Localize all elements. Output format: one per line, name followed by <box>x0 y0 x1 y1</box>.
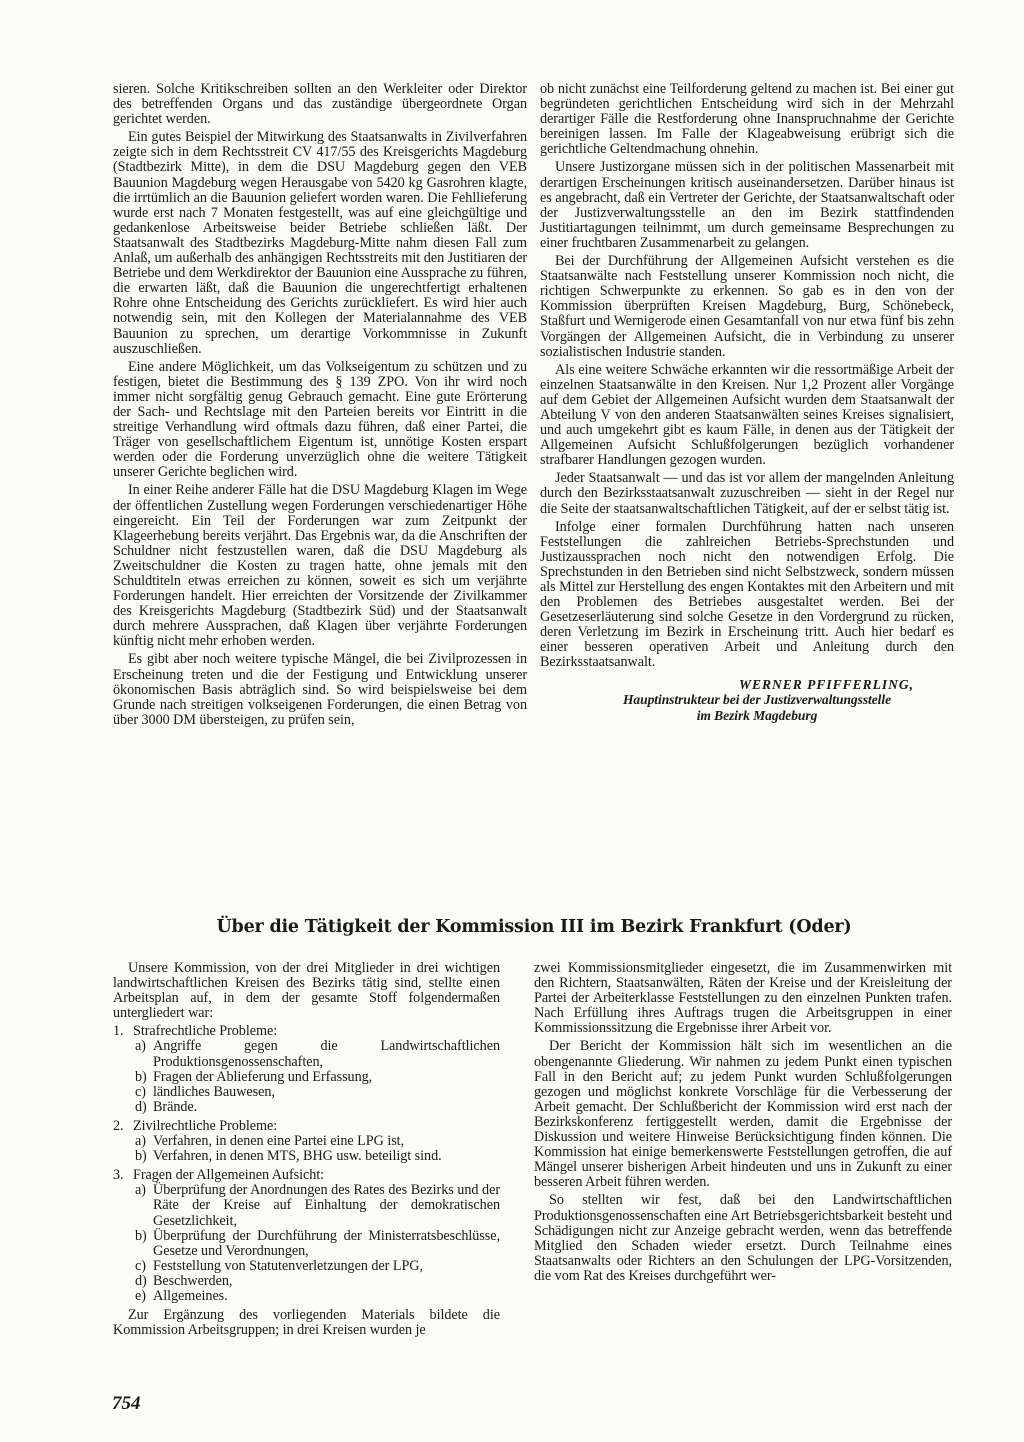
list-number: 1. <box>113 1023 124 1040</box>
sub-text: Überprüfung der Durchführung der Ministerratsbeschlüsse, Gesetze und Verordnungen, <box>153 1227 500 1259</box>
sub-letter: a) <box>135 1038 146 1055</box>
paragraph: Bei der Durchführung der Allgemeinen Aufsicht verstehen es die Staatsanwälte nach Feststellung unserer Kommission noch nicht, die richtigen Schwerpunkte zu erkennen. So gab es in den von der Kommission überprüften Kreisen Magdeburg, Burg, Schönebeck, Staßfurt und Wernigerode einen Gesamtanfall von nur etwa fünf bis zehn Vorgängen der Allgemeinen Aufsicht, die in Verbindung zu unserer sozialistischen Industrie standen. <box>540 253 954 360</box>
sub-text: Fragen der Ablieferung und Erfassung, <box>153 1068 373 1085</box>
sub-list-item <box>133 1134 500 1149</box>
sub-letter: b) <box>135 1068 147 1085</box>
author-role-line-1: Hauptinstrukteur bei der Justizverwaltungsstelle <box>622 691 892 707</box>
list-number: 3. <box>113 1167 124 1184</box>
sub-text: Brände. <box>153 1098 198 1115</box>
sub-letter: a) <box>135 1133 146 1150</box>
paragraph: sieren. Solche Kritikschreiben sollten an den Werkleiter oder Direktor des betreffenden Organs und das zuständige übergeordnete Organ gerichtet werden. <box>113 81 527 128</box>
sub-text: Beschwerden, <box>153 1272 233 1289</box>
list-item <box>113 1024 500 1115</box>
sub-list <box>133 1183 500 1304</box>
sub-letter: e) <box>135 1287 146 1304</box>
paragraph: Infolge einer formalen Durchführung hatten nach unseren Feststellungen die zahlreichen Betriebs-Sprechstunden und Justizaussprachen noch nicht den notwendigen Erfolg. Die Sprechstunden in den Betrieben sind nicht Selbstzweck, sondern müssen als Mittel zur Herstellung des engen Kontaktes mit den Arbeitern und mit den Problemen des Betriebes ausgestaltet werden. Bei der Gesetzeserläuterung sind solche Gesetze in den Vordergrund zu rücken, deren Verletzung im Bezirk in Erscheinung tritt. Auch hier bedarf es einer besseren operativen Arbeit und Anleitung durch den Bezirksstaatsanwalt. <box>540 518 954 671</box>
sub-letter: b) <box>135 1148 147 1165</box>
sub-text: Verfahren, in denen MTS, BHG usw. beteiligt sind. <box>153 1148 442 1165</box>
page-number: 754 <box>112 1393 141 1414</box>
sub-list-item <box>133 1070 500 1085</box>
paragraph: Ein gutes Beispiel der Mitwirkung des Staatsanwalts in Zivilverfahren zeigte sich in dem Rechtsstreit CV 417/55 des Kreisgerichts Magdeburg (Stadtbezirk Mitte), in dem die DSU Magdeburg gegen den VEB Bauunion Magdeburg wegen Herausgabe von 5420 kg Gasrohren klagte, die irrtümlich an die Bauunion geliefert worden waren. Die Fehllieferung wurde erst nach 7 Monaten festgestellt, was auf eine gleichgültige und gedankenlose Arbeitsweise beider Betriebe schließen läßt. Der Staatsanwalt des Stadtbezirks Magdeburg-Mitte nahm diesen Fall zum Anlaß, um außerhalb des anhängigen Rechtsstreits mit den Justitiaren der Betriebe und dem Werkdirektor der Bauunion eine Aussprache zu führen, die erwarten läßt, daß die Bauunion die ungerechtfertigt erhaltenen Rohre ohne Entscheidung des Gerichts zurückliefert. Es wird hier auch notwendig sein, mit den Kollegen der Materialannahme des VEB Bauunion zu sprechen, um derartige Vorkommnisse in Zukunft auszuschließen. <box>113 129 527 357</box>
sub-list-item <box>133 1085 500 1100</box>
work-plan-list <box>113 1024 500 1304</box>
column-3 <box>113 961 500 1341</box>
list-item <box>113 1168 500 1304</box>
sub-text: Angriffe gegen die Landwirtschaftlichen Produktionsgenossenschaften, <box>153 1038 500 1070</box>
sub-letter: c) <box>135 1083 146 1100</box>
sub-list-item <box>133 1100 500 1115</box>
paragraph: In einer Reihe anderer Fälle hat die DSU Magdeburg Klagen im Wege der öffentlichen Zustellung wegen Forderungen verschiedenartiger Höhe eingereicht. Ein Teil der Forderungen war zum Zeitpunkt der Klageerhebung bereits verjährt. Das Ergebnis war, da die Anschriften der Schuldner nicht festzustellen waren, daß die DSU Magdeburg als Zweitschuldner die Kosten zu tragen hatte, ohne jemals mit den Schuldtiteln etwas erreichen zu können, soweit es sich um verjährte Forderungen handelt. Hier erreichten der Vorsitzende der Zivilkammer des Kreisgerichts Magdeburg (Stadtbezirk Süd) und der Staatsanwalt durch mehrere Aussprachen, daß Klagen über verjährte Forderungen künftig nicht mehr erhoben werden. <box>113 482 527 650</box>
sub-letter: c) <box>135 1257 146 1274</box>
paragraph: zwei Kommissionsmitglieder eingesetzt, die im Zusammenwirken mit den Richtern, Staatsanwälten, Räten der Kreise und der Kreisleitung der Partei der Arbeiterklasse Feststellungen zu den einzelnen Punkten trafen. Nach Erfüllung ihres Auftrags trugen die Arbeitsgruppen in einer Kommissionssitzung die Ergebnisse ihrer Arbeit vor. <box>534 960 952 1037</box>
sub-list-item <box>133 1183 500 1228</box>
column-2 <box>540 82 954 724</box>
article-headline: Über die Tätigkeit der Kommission III im Bezirk Frankfurt (Oder) <box>216 917 852 937</box>
sub-list <box>133 1134 500 1164</box>
paragraph: Unsere Justizorgane müssen sich in der politischen Massenarbeit mit derartigen Erscheinungen kritisch auseinandersetzen. Darüber hinaus ist es angebracht, daß ein Vertreter der Gerichte, der Staatsanwaltschaft oder der Justizverwaltungsstelle an den im Bezirk stattfindenden Justitiartagungen teilnimmt, um durch gemeinsame Besprechungen zu einer fruchtbaren Zusammenarbeit zu gelangen. <box>540 159 954 251</box>
sub-text: Allgemeines. <box>153 1287 228 1304</box>
list-number: 2. <box>113 1117 124 1134</box>
paragraph: Der Bericht der Kommission hält sich im wesentlichen an die obengenannte Gliederung. Wir nahmen zu jedem Punkt einen typischen Fall in den Bericht auf; zu jedem Punkt wurden Schlußfolgerungen gezogen und möglichst konkrete Vorschläge für die Verbesserung der Arbeit gemacht. Der Schlußbericht der Kommission wird erst nach der Bezirkskonferenz fertiggestellt werden, damit die Ergebnisse der Diskussion und weitere Hinweise Berücksichtigung finden können. Die Kommission hat einige bemerkenswerte Feststellungen getroffen, die auf Mängel unserer bisherigen Arbeit hindeuten und uns in Zukunft zu einer besseren Arbeit führen werden. <box>534 1038 952 1191</box>
sub-list-item <box>133 1149 500 1164</box>
paragraph: ob nicht zunächst eine Teilforderung geltend zu machen ist. Bei einer gut begründeten gerichtlichen Entscheidung wird sich in der Mehrzahl derartiger Fälle die Restforderung ohne Inanspruchnahme der Gerichte bereinigen lassen. Im Falle der Klageabweisung erübrigt sich die gerichtliche Geltendmachung ohnehin. <box>540 81 954 158</box>
sub-list-item <box>133 1259 500 1274</box>
sub-letter: d) <box>135 1098 147 1115</box>
paragraph: So stellten wir fest, daß bei den Landwirtschaftlichen Produktionsgenossenschaften eine Art Betriebsgerichtsbarkeit besteht und Schädigungen nicht zur Anzeige gebracht werden, wenn das betreffende Mitglied den Schaden wieder ersetzt. Durch Teilnahme eines Staatsanwalts oder Richters an den Schulungen der LPG-Vorsitzenden, die vom Rat des Kreises durchgeführt wer- <box>534 1192 952 1284</box>
column-1 <box>113 82 527 731</box>
author-signature <box>540 677 954 724</box>
sub-text: ländliches Bauwesen, <box>153 1083 275 1100</box>
sub-list-item <box>133 1274 500 1289</box>
sub-text: Feststellung von Statutenverletzungen der LPG, <box>153 1257 423 1274</box>
paragraph: Eine andere Möglichkeit, um das Volkseigentum zu schützen und zu festigen, bietet die Bestimmung des § 139 ZPO. Von ihr wird noch immer nicht sorgfältig genug Gebrauch gemacht. Eine gute Erörterung der Sach- und Rechtslage mit den Parteien bereits vor Eintritt in die streitige Verhandlung wird oftmals dazu führen, daß einer Partei, die Träger von gesellschaftlichem Eigentum ist, unnötige Kosten erspart werden oder die Forderung unverzüglich ohne die weitere Tätigkeit unserer Gerichte beglichen wird. <box>113 358 527 481</box>
column-4 <box>534 961 952 1287</box>
list-title: Fragen der Allgemeinen Aufsicht: <box>133 1167 325 1184</box>
sub-list-item <box>133 1039 500 1069</box>
sub-letter: a) <box>135 1182 146 1199</box>
sub-text: Überprüfung der Anordnungen des Rates des Bezirks und der Räte der Kreise auf Einhaltung der demokratischen Gesetzlichkeit, <box>153 1182 500 1229</box>
list-title: Zivilrechtliche Probleme: <box>133 1117 278 1134</box>
sub-letter: d) <box>135 1272 147 1289</box>
paragraph: Jeder Staatsanwalt — und das ist vor allem der mangelnden Anleitung durch den Bezirksstaatsanwalt zuzuschreiben — sieht in der Regel nur die Seite der staatsanwaltschaftlichen Tätigkeit, auf der er selbst tätig ist. <box>540 470 954 517</box>
list-item <box>113 1119 500 1164</box>
sub-list <box>133 1039 500 1114</box>
paragraph: Unsere Kommission, von der drei Mitglieder in drei wichtigen landwirtschaftlichen Kreisen des Bezirks tätig sind, stellte einen Arbeitsplan auf, in dem der gesamte Stoff folgendermaßen untergliedert war: <box>113 960 500 1022</box>
sub-text: Verfahren, in denen eine Partei eine LPG ist, <box>153 1133 405 1150</box>
paragraph: Zur Ergänzung des vorliegenden Materials bildete die Kommission Arbeitsgruppen; in drei Kreisen wurden je <box>113 1307 500 1339</box>
sub-list-item <box>133 1229 500 1259</box>
author-role-line-2: im Bezirk Magdeburg <box>696 707 818 723</box>
sub-letter: b) <box>135 1227 147 1244</box>
author-name: WERNER PFIFFERLING, <box>738 676 914 692</box>
paragraph: Als eine weitere Schwäche erkannten wir die ressortmäßige Arbeit der einzelnen Staatsanwälte in den Kreisen. Nur 1,2 Prozent aller Vorgänge auf dem Gebiet der Allgemeinen Aufsicht wurden dem Staatsanwalt der Abteilung V von den anderen Staatsanwälten seines Kreises signalisiert, und auch umgekehrt gibt es kaum Fälle, in denen aus der Tätigkeit der Allgemeinen Aufsicht Schlußfolgerungen bezüglich vorhandener strafbarer Handlungen gezogen wurden. <box>540 361 954 469</box>
paragraph: Es gibt aber noch weitere typische Mängel, die bei Zivilprozessen in Erscheinung treten und die der Festigung und Entwicklung unserer ökonomischen Basis abträglich sind. So wird beispielsweise bei dem Grunde nach streitigen volkseigenen Forderungen, die einen Betrag von über 3000 DM übersteigen, zu prüfen sein, <box>113 651 527 728</box>
list-title: Strafrechtliche Probleme: <box>133 1023 278 1040</box>
sub-list-item <box>133 1289 500 1304</box>
